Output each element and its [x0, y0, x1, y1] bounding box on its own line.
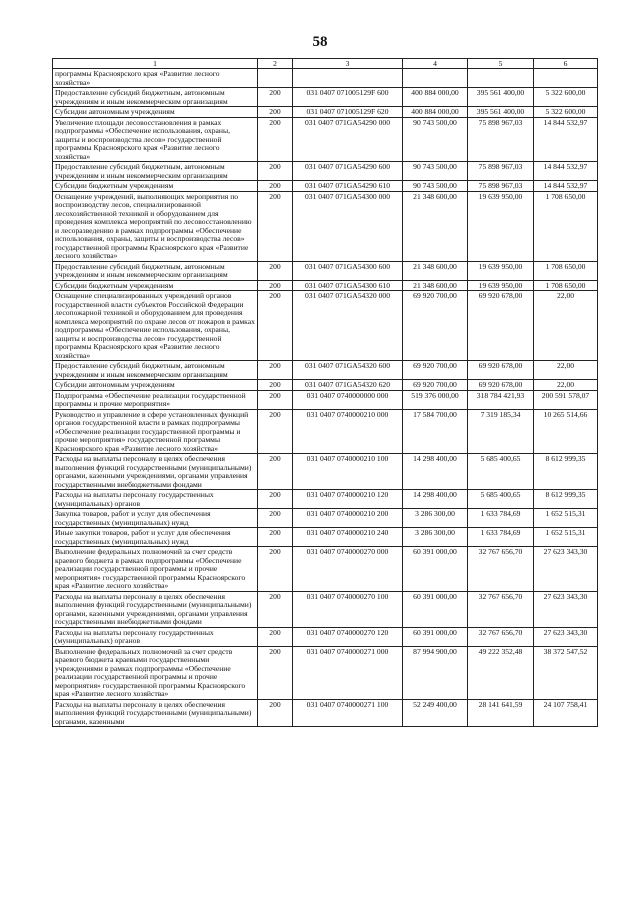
row-budget-code: 031 0407 071GA54320 000 [293, 291, 403, 361]
row-amount-executed: 5 685 400,65 [468, 490, 534, 509]
row-amount-executed: 75 898 967,03 [468, 162, 534, 181]
table-row [53, 646, 598, 699]
row-amount-executed: 395 561 400,00 [468, 88, 534, 107]
row-column-2: 200 [258, 291, 293, 361]
row-description: Предоставление субсидий бюджетным, автономным учреждениям и иным некоммерческим организациям [53, 88, 258, 107]
row-description: Расходы на выплаты персоналу в целях обеспечения выполнения функций государственными (муниципальными) органами, казенными учреждениями, органами управления государственными внебюджетными фондами [53, 591, 258, 627]
row-amount-approved: 14 298 400,00 [403, 454, 468, 490]
row-amount-executed: 1 633 784,69 [468, 509, 534, 528]
row-amount-approved: 21 348 600,00 [403, 261, 468, 280]
table-row [53, 181, 598, 192]
row-amount-unexecuted: 14 844 532,97 [534, 117, 598, 162]
row-column-2: 200 [258, 191, 293, 261]
budget-table [52, 58, 598, 727]
row-column-2: 200 [258, 409, 293, 454]
row-budget-code: 031 0407 0740000210 000 [293, 409, 403, 454]
row-column-2: 200 [258, 280, 293, 291]
row-amount-unexecuted: 5 322 600,00 [534, 107, 598, 118]
row-description: Выполнение федеральных полномочий за счет средств краевого бюджета в рамках подпрограммы «Обеспечение реализации государственной программы и прочие мероприятия» государственной программы Красноярского края «Развитие лесного хозяйства» [53, 547, 258, 592]
row-column-2: 200 [258, 509, 293, 528]
table-body [53, 69, 598, 727]
table-row [53, 162, 598, 181]
row-amount-unexecuted: 1 708 650,00 [534, 261, 598, 280]
scan-artifact [0, 0, 640, 10]
row-amount-approved: 90 743 500,00 [403, 162, 468, 181]
row-description: Оснащение учреждений, выполняющих мероприятия по воспроизводству лесов, специализированной лесохозяйственной техникой и оборудованием для проведения комплекса мероприятий по лесовосстановлению и лесоразведению в рамках подпрограммы «Обеспечение использования, охраны, защиты и воспроизводства лесов» государственной программы Красноярского края «Развитие лесного хозяйства» [53, 191, 258, 261]
row-budget-code: 031 0407 071005129F 620 [293, 107, 403, 118]
row-amount-approved: 60 391 000,00 [403, 627, 468, 646]
row-amount-unexecuted: 5 322 600,00 [534, 88, 598, 107]
row-amount-executed: 318 784 421,93 [468, 390, 534, 409]
row-amount-approved: 90 743 500,00 [403, 181, 468, 192]
table-row [53, 591, 598, 627]
row-amount-approved: 17 584 700,00 [403, 409, 468, 454]
row-amount-unexecuted: 200 591 578,07 [534, 390, 598, 409]
row-column-2: 200 [258, 547, 293, 592]
row-budget-code: 031 0407 0740000270 000 [293, 547, 403, 592]
table-row [53, 454, 598, 490]
row-column-2: 200 [258, 107, 293, 118]
row-budget-code: 031 0407 0740000210 120 [293, 490, 403, 509]
row-amount-unexecuted: 10 265 514,66 [534, 409, 598, 454]
row-amount-unexecuted: 22,00 [534, 380, 598, 391]
column-header: 3 [293, 59, 403, 69]
row-budget-code: 031 0407 071GA54320 620 [293, 380, 403, 391]
row-description: Выполнение федеральных полномочий за счет средств краевого бюджета краевыми государственными учреждениями в рамках подпрограммы «Обеспечение реализации государственной программы и прочие мероприятия» государственной программы Красноярского края «Развитие лесного хозяйства» [53, 646, 258, 699]
row-budget-code: 031 0407 071GA54290 610 [293, 181, 403, 192]
row-amount-executed: 69 920 678,00 [468, 380, 534, 391]
row-column-2: 200 [258, 627, 293, 646]
row-amount-executed: 395 561 400,00 [468, 107, 534, 118]
row-budget-code: 031 0407 0740000210 240 [293, 528, 403, 547]
row-amount-approved: 21 348 600,00 [403, 191, 468, 261]
row-budget-code: 031 0407 0740000210 100 [293, 454, 403, 490]
row-description: Увеличение площади лесовосстановления в рамках подпрограммы «Обеспечение использования, охраны, защиты и воспроизводства лесов» государственной программы Красноярского края «Развитие лесного хозяйства» [53, 117, 258, 162]
table-row [53, 191, 598, 261]
row-description: Оснащение специализированных учреждений органов государственной власти субъектов Российской Федерации лесопожарной техникой и оборудованием для проведения комплекса мероприятий по охране лесов от пожаров в рамках подпрограммы «Обеспечение использования, охраны, защиты и воспроизводства лесов» государственной программы Красноярского края «Развитие лесного хозяйства» [53, 291, 258, 361]
row-amount-unexecuted: 27 623 343,30 [534, 591, 598, 627]
column-header: 5 [468, 59, 534, 69]
row-amount-approved: 400 884 000,00 [403, 107, 468, 118]
row-amount-approved: 69 920 700,00 [403, 361, 468, 380]
row-amount-unexecuted: 8 612 999,35 [534, 490, 598, 509]
row-column-2: 200 [258, 591, 293, 627]
row-amount-approved: 400 884 000,00 [403, 88, 468, 107]
row-amount-unexecuted: 27 623 343,30 [534, 627, 598, 646]
row-description: Предоставление субсидий бюджетным, автономным учреждениям и иным некоммерческим организациям [53, 361, 258, 380]
row-budget-code: 031 0407 0740000270 100 [293, 591, 403, 627]
table-row [53, 69, 598, 88]
row-amount-executed: 19 639 950,00 [468, 280, 534, 291]
row-budget-code: 031 0407 0740000000 000 [293, 390, 403, 409]
row-column-2: 200 [258, 380, 293, 391]
row-description: Закупка товаров, работ и услуг для обеспечения государственных (муниципальных) нужд [53, 509, 258, 528]
row-column-2: 200 [258, 117, 293, 162]
row-column-2: 200 [258, 361, 293, 380]
row-amount-approved: 90 743 500,00 [403, 117, 468, 162]
row-description: Субсидии автономным учреждениям [53, 380, 258, 391]
row-budget-code: 031 0407 071GA54300 600 [293, 261, 403, 280]
row-column-2: 200 [258, 454, 293, 490]
row-description: Подпрограмма «Обеспечение реализации государственной программы и прочие мероприятия» [53, 390, 258, 409]
row-description: Предоставление субсидий бюджетным, автономным учреждениям и иным некоммерческим организациям [53, 261, 258, 280]
table-row [53, 547, 598, 592]
row-budget-code: 031 0407 071GA54300 000 [293, 191, 403, 261]
row-amount-approved [403, 69, 468, 88]
row-amount-executed: 32 767 656,70 [468, 627, 534, 646]
row-amount-unexecuted: 1 652 515,31 [534, 509, 598, 528]
row-amount-unexecuted: 1 708 650,00 [534, 280, 598, 291]
row-column-2: 200 [258, 646, 293, 699]
row-amount-executed: 32 767 656,70 [468, 547, 534, 592]
table-row [53, 107, 598, 118]
table-row [53, 280, 598, 291]
row-amount-approved: 14 298 400,00 [403, 490, 468, 509]
table-row [53, 117, 598, 162]
row-column-2 [258, 69, 293, 88]
row-description: Расходы на выплаты персоналу государственных (муниципальных) органов [53, 490, 258, 509]
table-row [53, 699, 598, 727]
row-amount-unexecuted: 22,00 [534, 291, 598, 361]
row-amount-unexecuted: 8 612 999,35 [534, 454, 598, 490]
table-row [53, 627, 598, 646]
header-row [53, 59, 598, 69]
row-amount-executed [468, 69, 534, 88]
row-amount-executed: 69 920 678,00 [468, 361, 534, 380]
column-header: 4 [403, 59, 468, 69]
row-amount-unexecuted: 27 623 343,30 [534, 547, 598, 592]
row-amount-unexecuted: 22,00 [534, 361, 598, 380]
row-budget-code: 031 0407 071GA54290 000 [293, 117, 403, 162]
column-header: 2 [258, 59, 293, 69]
row-budget-code: 031 0407 0740000270 120 [293, 627, 403, 646]
row-budget-code: 031 0407 071GA54320 600 [293, 361, 403, 380]
row-amount-approved: 60 391 000,00 [403, 591, 468, 627]
row-amount-unexecuted: 14 844 532,97 [534, 162, 598, 181]
row-description: Предоставление субсидий бюджетным, автономным учреждениям и иным некоммерческим организациям [53, 162, 258, 181]
row-column-2: 200 [258, 261, 293, 280]
row-amount-approved: 60 391 000,00 [403, 547, 468, 592]
table-row [53, 380, 598, 391]
row-budget-code: 031 0407 071005129F 600 [293, 88, 403, 107]
row-amount-approved: 3 286 300,00 [403, 528, 468, 547]
row-description: Расходы на выплаты персоналу в целях обеспечения выполнения функций государственными (муниципальными) органами, казенными учреждениями, органами управления государственными внебюджетными фондами [53, 454, 258, 490]
row-amount-approved: 3 286 300,00 [403, 509, 468, 528]
row-column-2: 200 [258, 699, 293, 727]
row-amount-executed: 75 898 967,03 [468, 181, 534, 192]
row-budget-code: 031 0407 071GA54290 600 [293, 162, 403, 181]
row-description: Руководство и управление в сфере установленных функций органов государственной власти в рамках подпрограммы «Обеспечение реализации государственной программы и прочие мероприятия» государственной программы Красноярского края «Развитие лесного хозяйства» [53, 409, 258, 454]
row-amount-unexecuted: 1 708 650,00 [534, 191, 598, 261]
row-amount-executed: 49 222 352,48 [468, 646, 534, 699]
row-amount-executed: 19 639 950,00 [468, 191, 534, 261]
row-amount-approved: 69 920 700,00 [403, 380, 468, 391]
row-amount-approved: 21 348 600,00 [403, 280, 468, 291]
table-row [53, 409, 598, 454]
row-amount-executed: 28 141 641,59 [468, 699, 534, 727]
row-amount-unexecuted [534, 69, 598, 88]
row-amount-unexecuted: 38 372 547,52 [534, 646, 598, 699]
row-amount-executed: 75 898 967,03 [468, 117, 534, 162]
row-amount-executed: 7 319 185,34 [468, 409, 534, 454]
page-number: 58 [312, 34, 328, 50]
row-amount-executed: 5 685 400,65 [468, 454, 534, 490]
row-description: Иные закупки товаров, работ и услуг для обеспечения государственных (муниципальных) нужд [53, 528, 258, 547]
row-amount-unexecuted: 14 844 532,97 [534, 181, 598, 192]
row-column-2: 200 [258, 490, 293, 509]
row-description: Субсидии бюджетным учреждениям [53, 181, 258, 192]
row-budget-code: 031 0407 0740000271 000 [293, 646, 403, 699]
column-header: 6 [534, 59, 598, 69]
row-description: Субсидии автономным учреждениям [53, 107, 258, 118]
table-row [53, 261, 598, 280]
row-budget-code: 031 0407 0740000210 200 [293, 509, 403, 528]
row-amount-executed: 1 633 784,69 [468, 528, 534, 547]
row-amount-approved: 52 249 400,00 [403, 699, 468, 727]
row-budget-code [293, 69, 403, 88]
row-description: Расходы на выплаты персоналу в целях обеспечения выполнения функций государственными (муниципальными) органами, казенными [53, 699, 258, 727]
row-budget-code: 031 0407 0740000271 100 [293, 699, 403, 727]
row-amount-approved: 69 920 700,00 [403, 291, 468, 361]
row-column-2: 200 [258, 528, 293, 547]
table-row [53, 528, 598, 547]
row-amount-executed: 32 767 656,70 [468, 591, 534, 627]
row-amount-executed: 19 639 950,00 [468, 261, 534, 280]
row-amount-unexecuted: 24 107 758,41 [534, 699, 598, 727]
row-description: Субсидии бюджетным учреждениям [53, 280, 258, 291]
row-amount-approved: 519 376 000,00 [403, 390, 468, 409]
row-amount-executed: 69 920 678,00 [468, 291, 534, 361]
table-row [53, 390, 598, 409]
table-row [53, 88, 598, 107]
row-description: Расходы на выплаты персоналу государственных (муниципальных) органов [53, 627, 258, 646]
row-column-2: 200 [258, 181, 293, 192]
row-amount-approved: 87 994 900,00 [403, 646, 468, 699]
row-description: программы Красноярского края «Развитие лесного хозяйства» [53, 69, 258, 88]
row-amount-unexecuted: 1 652 515,31 [534, 528, 598, 547]
table-row [53, 509, 598, 528]
column-header: 1 [53, 59, 258, 69]
row-budget-code: 031 0407 071GA54300 610 [293, 280, 403, 291]
row-column-2: 200 [258, 88, 293, 107]
row-column-2: 200 [258, 390, 293, 409]
table-row [53, 291, 598, 361]
table-row [53, 490, 598, 509]
row-column-2: 200 [258, 162, 293, 181]
table-row [53, 361, 598, 380]
